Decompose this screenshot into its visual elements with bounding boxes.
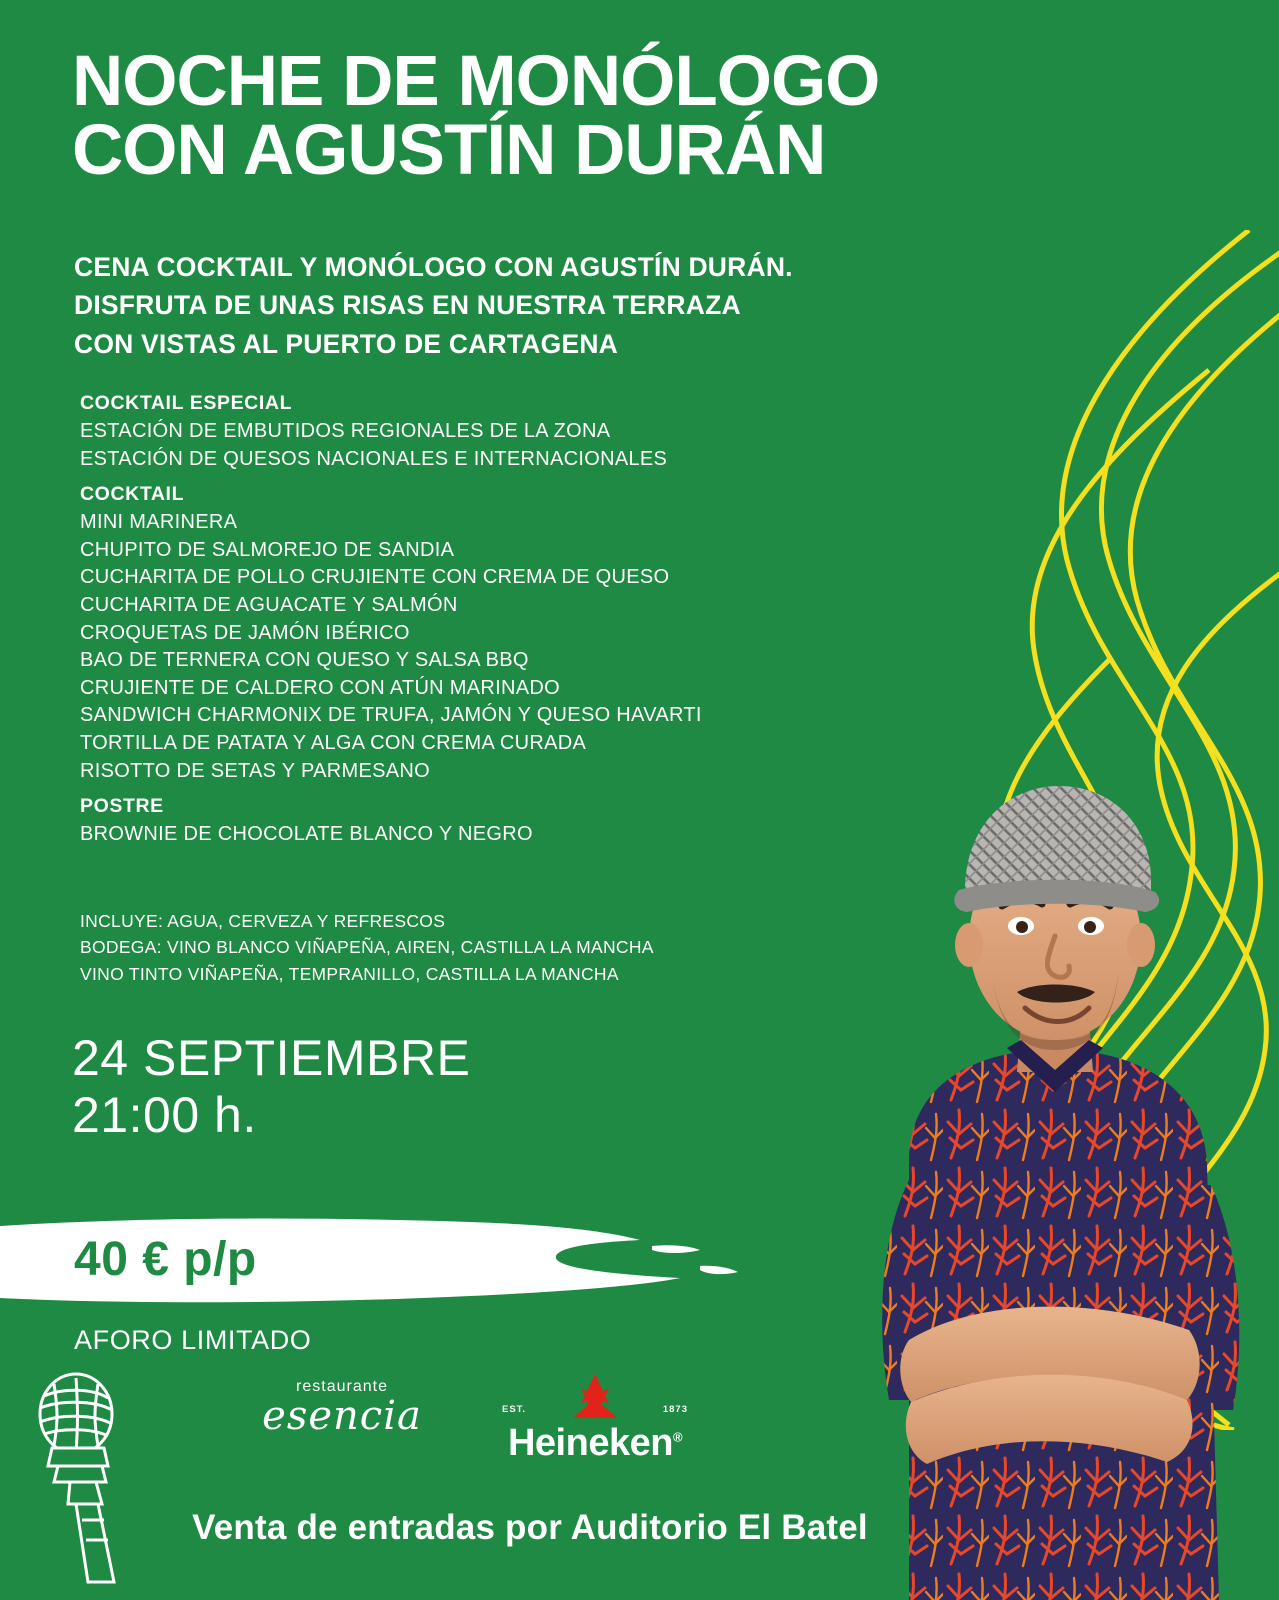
menu-item: CUCHARITA DE AGUACATE Y SALMÓN bbox=[80, 593, 458, 616]
microphone-icon bbox=[18, 1370, 158, 1585]
menu-item: CHUPITO DE SALMOREJO DE SANDIA bbox=[80, 538, 455, 561]
menu-item: SANDWICH CHARMONIX DE TRUFA, JAMÓN Y QUESO HAVARTI bbox=[80, 704, 702, 727]
subhead-line-1: CENA COCKTAIL Y MONÓLOGO CON AGUSTÍN DURÁN. bbox=[74, 252, 793, 282]
esencia-restaurante-label: restaurante bbox=[296, 1378, 388, 1395]
subhead-line-2: DISFRUTA DE UNAS RISAS EN NUESTRA TERRAZA bbox=[74, 290, 741, 321]
menu-section bbox=[80, 392, 910, 849]
subhead-line-3: CON VISTAS AL PUERTO DE CARTAGENA bbox=[74, 328, 619, 359]
esencia-logo bbox=[232, 1378, 452, 1438]
headline-line-2: CON AGUSTÍN DURÁN bbox=[72, 110, 826, 190]
event-time: 21:00 h. bbox=[72, 1087, 257, 1143]
menu-item: MINI MARINERA bbox=[80, 511, 238, 534]
menu-item: CUCHARITA DE POLLO CRUJIENTE CON CREMA DE QUESO bbox=[80, 566, 670, 589]
menu-item: TORTILLA DE PATATA Y ALGA CON CREMA CURADA bbox=[80, 731, 587, 754]
menu-item: ESTACIÓN DE QUESOS NACIONALES E INTERNACIONALES bbox=[80, 447, 668, 470]
heineken-logo bbox=[480, 1372, 710, 1462]
heineken-est-label: EST. bbox=[502, 1404, 527, 1415]
headline-line-1: NOCHE DE MONÓLOGO bbox=[72, 42, 880, 121]
esencia-name: esencia bbox=[262, 1393, 422, 1439]
event-datetime bbox=[72, 1030, 470, 1144]
menu-notes bbox=[80, 908, 880, 987]
heineken-registered-mark: ® bbox=[672, 1429, 683, 1445]
menu-item: BROWNIE DE CHOCOLATE BLANCO Y NEGRO bbox=[80, 823, 533, 846]
menu-category-postre: POSTRE bbox=[80, 795, 164, 818]
event-date: 24 SEPTIEMBRE bbox=[72, 1030, 471, 1086]
capacity-label: AFORO LIMITADO bbox=[74, 1325, 312, 1355]
notes-line-1: INCLUYE: AGUA, CERVEZA Y REFRESCOS bbox=[80, 911, 446, 931]
menu-category-cocktail: COCKTAIL bbox=[80, 483, 185, 506]
red-star-icon bbox=[480, 1372, 710, 1424]
heineken-wordmark: Heineken bbox=[507, 1422, 673, 1464]
menu-item: ESTACIÓN DE EMBUTIDOS REGIONALES DE LA ZONA bbox=[80, 420, 611, 442]
menu-item: BAO DE TERNERA CON QUESO Y SALSA BBQ bbox=[80, 649, 529, 672]
price-label: 40 € p/p bbox=[74, 1233, 257, 1286]
poster-subhead bbox=[74, 248, 974, 363]
tickets-info: Venta de entradas por Auditorio El Batel bbox=[192, 1508, 868, 1547]
menu-item: CROQUETAS DE JAMÓN IBÉRICO bbox=[80, 621, 410, 644]
notes-line-3: VINO TINTO VIÑAPEÑA, TEMPRANILLO, CASTILLA LA MANCHA bbox=[80, 963, 619, 984]
poster-headline bbox=[72, 42, 1192, 190]
menu-category-cocktail-especial: COCKTAIL ESPECIAL bbox=[80, 392, 293, 414]
notes-line-2: BODEGA: VINO BLANCO VIÑAPEÑA, AIREN, CASTILLA LA MANCHA bbox=[80, 937, 654, 958]
heineken-year-label: 1873 bbox=[662, 1404, 688, 1415]
menu-item: RISOTTO DE SETAS Y PARMESANO bbox=[80, 759, 430, 782]
menu-item: CRUJIENTE DE CALDERO CON ATÚN MARINADO bbox=[80, 676, 560, 699]
